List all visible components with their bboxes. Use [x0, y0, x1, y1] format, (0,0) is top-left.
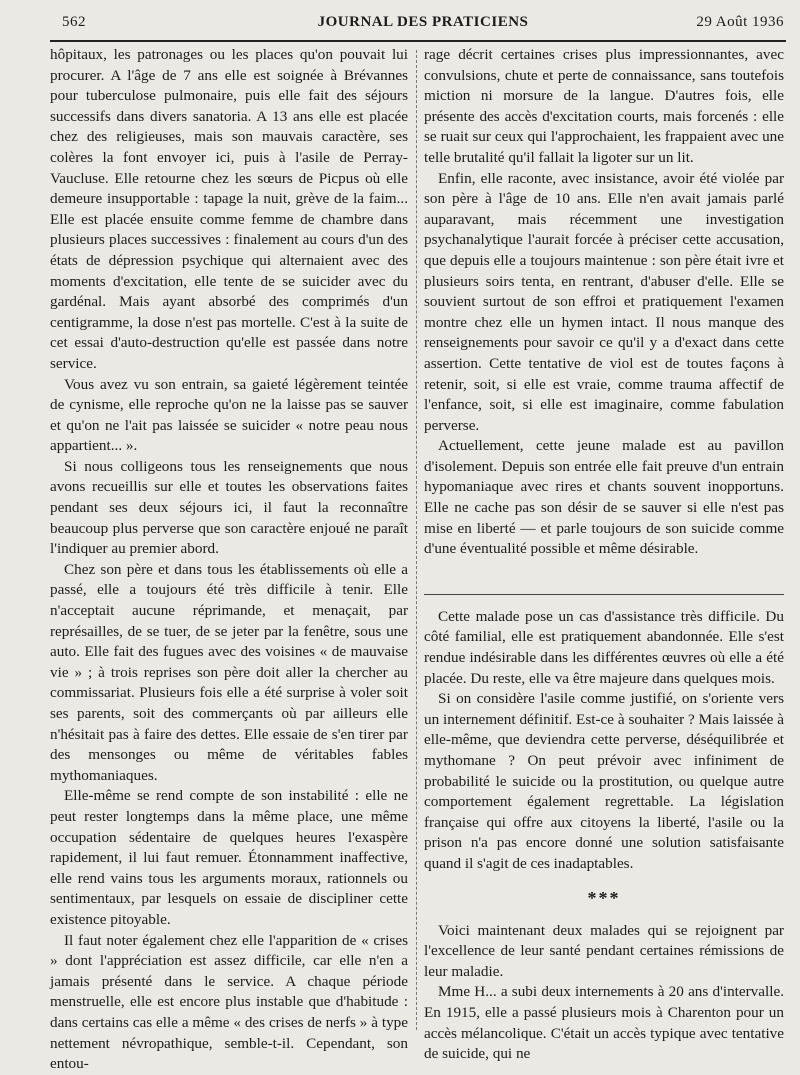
page-header	[62, 14, 784, 36]
paragraph: Si on considère l'asile comme justifié, on s'oriente vers un internement définitif. Est-ce à souhaiter ? Mais laissée à elle-même, que deviendra cette perverse, déséquilibrée et mythomane ? On peut prévoir avec infiniment de probabilité le suicide ou la prostitution, ou quelque autre comportement également regrettable. La législation française qui offre aux citoyens la liberté, l'asile ou la prison n'a pas encore donné une solution satisfaisante quand il s'agit de ces inadaptables.	[424, 690, 784, 872]
header-rule	[50, 40, 786, 42]
paragraph: Si nous colligeons tous les renseignements que nous avons recueillis sur elle et toutes les observations faites pendant ses deux séjours ici, il faut la reconnaître beaucoup plus perverse que son caractère enjoué ne paraît l'indiquer au premier abord.	[50, 457, 408, 558]
paragraph: Elle-même se rend compte de son instabilité : elle ne peut rester longtemps dans la même place, une même occupation sédentaire de quelques heures l'exaspère rapidement, il lui faut remuer. Étonnamment inaffective, elle rend vains tous les arguments moraux, rationnels ou sentimentaux, par lesquels on essaie de discipliner cette existence pitoyable.	[50, 787, 408, 928]
paragraph: Chez son père et dans tous les établissements où elle a passé, elle a toujours été très difficile à tenir. Elle n'acceptait aucune réprimande, et menaçait, par représailles, de se tuer, de se jeter par la fenêtre, sous une auto. Elle fait des fugues avec des voisines « de mauvaise vie » ; à trois reprises son père doit aller la chercher au commissariat. Plusieurs fois elle a été surprise à voler soit ses parents, soit des commerçants où par ailleurs elle n'hésitait pas à faire des dettes. Elle essaie de s'en tirer par des mensonges ou même de véritables fables mythomaniaques.	[50, 560, 408, 784]
paragraph: hôpitaux, les patronages ou les places qu'on pouvait lui procurer. A l'âge de 7 ans elle est soignée à Brévannes pour tuberculose pulmonaire, puis elle fait des séjours successifs dans divers sanatoria. A 13 ans elle est placée chez des religieuses, mais son mauvais caractère, ses colères la font envoyer ici, puis à l'asile de Perray-Vaucluse. Elle retourne chez les sœurs de Picpus où elle demeure insupportable : tapage la nuit, grève de la faim... Elle est placée ensuite comme femme de chambre dans plusieurs places successives : finalement au cours d'un des états de dépression psychique qui alternaient avec des moments d'excitation, elle tente de se suicider avec du gardénal. Mais ayant absorbé des comprimés d'un centigramme, la dose n'est pas mortelle. C'est à la suite de cet essai d'auto-destruction qu'elle est passée dans notre service.	[50, 46, 408, 372]
paragraph: Actuellement, cette jeune malade est au pavillon d'isolement. Depuis son entrée elle fait preuve d'un entrain hypomaniaque avec rires et chants souvent inopportuns. Elle ne cache pas son désir de se sauver si elle n'est pas mise en liberté — et parle toujours de son suicide comme d'une éventualité possible et même désirable.	[424, 437, 784, 558]
section-separator	[424, 560, 784, 595]
paragraph: Vous avez vu son entrain, sa gaieté légèrement teintée de cynisme, elle reproche qu'on ne la laisse pas se sauver et qu'on ne l'ait pas laissée se suicider « notre peau nous appartient... ».	[50, 375, 408, 455]
right-column	[424, 45, 784, 1065]
journal-title: JOURNAL DES PRATICIENS	[317, 14, 529, 30]
paragraph: Il faut noter également chez elle l'apparition de « crises » dont l'appréciation est assez difficile, car elle n'en a jamais présenté dans le service. A chaque période menstruelle, elle est encore plus instable que d'habitude : dans certains cas elle a même « des crises de nerfs » à type nettement névropathique, semble-t-il. Cependant, son entou-	[50, 931, 408, 1073]
page-number: 562	[62, 14, 86, 30]
paragraph: Voici maintenant deux malades qui se rejoignent par l'excellence de leur santé pendant certaines rémissions de leur maladie.	[424, 921, 784, 980]
column-divider	[416, 50, 417, 1030]
issue-date: 29 Août 1936	[696, 14, 784, 30]
paragraph: Cette malade pose un cas d'assistance très difficile. Du côté familial, elle est pratiquement abandonnée. Elle s'est rendue indésirable dans les différentes œuvres où elle a été placée. Du reste, elle va être majeure dans quelques mois.	[424, 607, 784, 687]
paragraph: Mme H... a subi deux internements à 20 ans d'intervalle. En 1915, elle a passé plusieurs mois à Charenton pour un accès mélancolique. C'était un accès typique avec tentative de suicide, qui ne	[424, 983, 784, 1063]
asterism: ***	[587, 887, 621, 908]
paragraph: rage décrit certaines crises plus impressionnantes, avec convulsions, chute et perte de connaissance, sans toutefois miction ni morsure de la langue. D'autres fois, elle présente des accès d'excitation courts, mais forcenés : elle se ruait sur ceux qui l'approchaient, les frappaient avec une telle brutalité qu'il fallait la ligoter sur un lit.	[424, 46, 784, 166]
left-column	[50, 45, 408, 1075]
paragraph: Enfin, elle raconte, avec insistance, avoir été violée par son père à l'âge de 10 ans. Elle n'en avait jamais parlé auparavant, mais récemment une investigation psychanalytique l'aurait forcée à préciser cette accusation, que depuis elle a toujours maintenue : son père était ivre et plusieurs soirs tenta, en rentrant, d'abuser d'elle. Elle se souvient surtout de son effroi et pratiquement l'examen montre chez elle un hymen intact. Il nous manque des renseignements pour savoir ce qu'il y a d'exact dans cette assertion. Cette tentative de viol est de toutes façons à retenir, soit, si elle est vraie, comme trauma affectif de l'enfance, soit, si elle est imaginaire, comme fabulation perverse.	[424, 169, 784, 434]
